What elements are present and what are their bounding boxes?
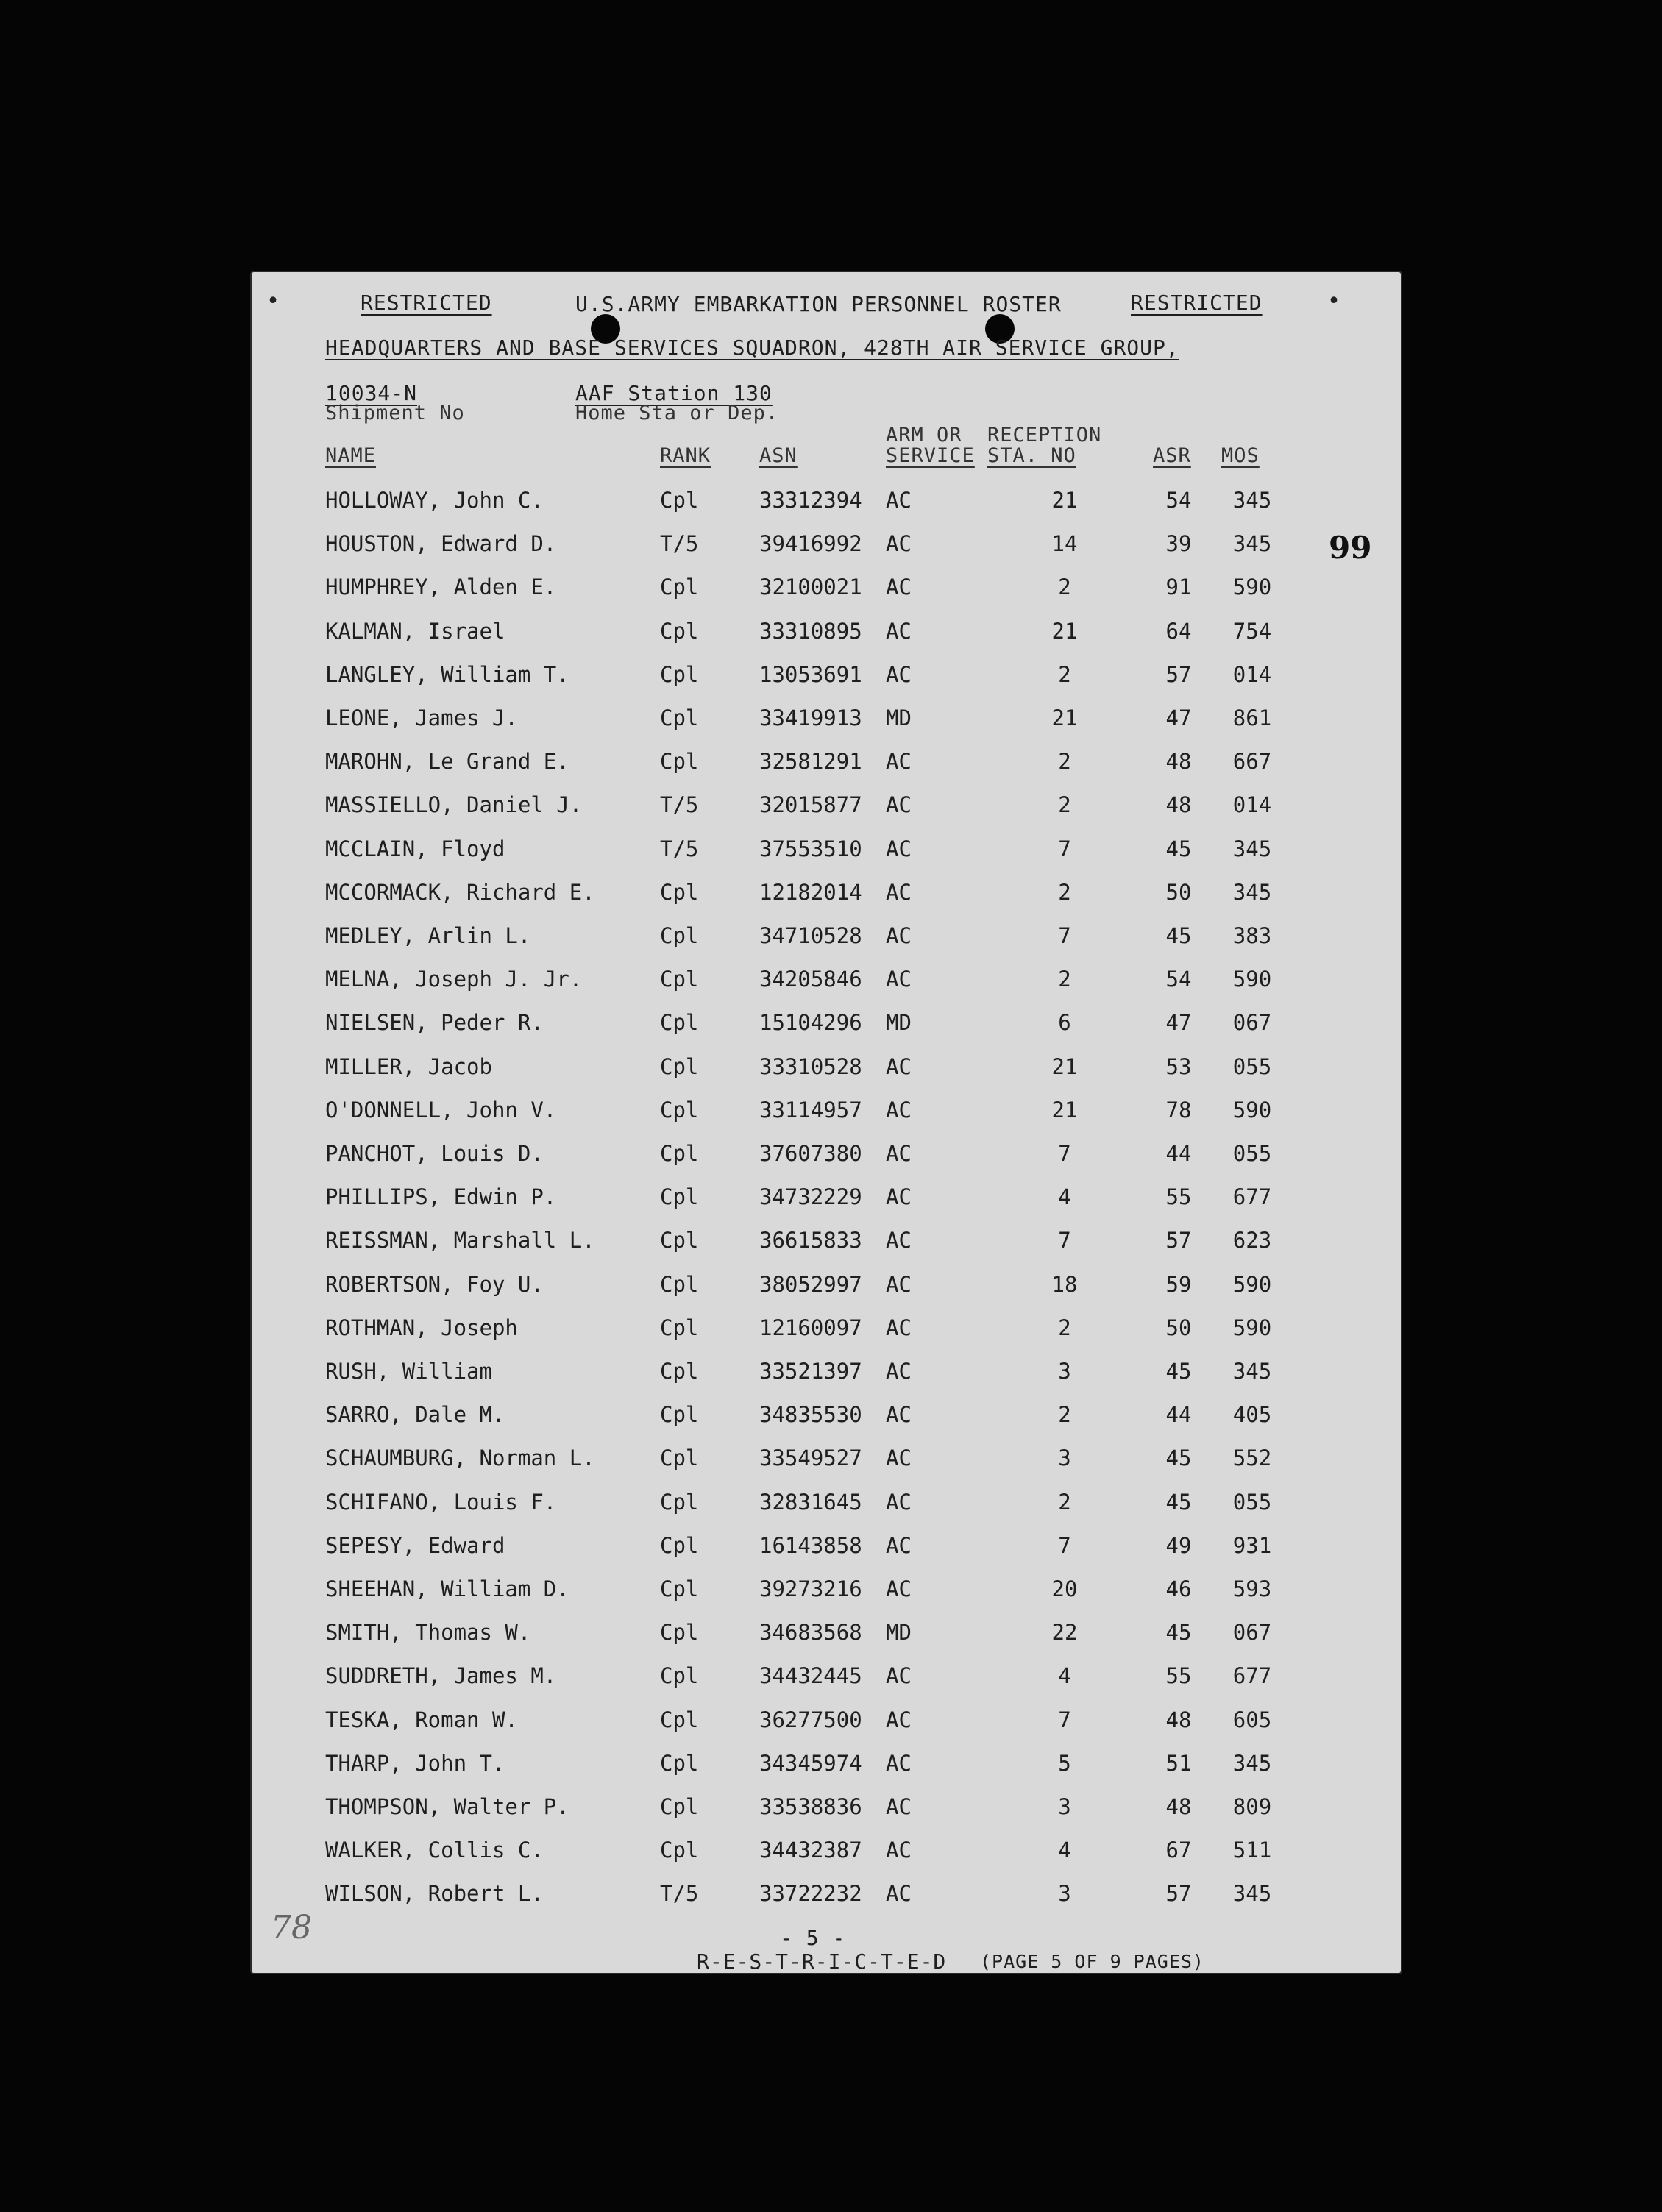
soldier-arm-service: AC — [886, 1707, 912, 1732]
soldier-name: ROBERTSON, Foy U. — [325, 1271, 544, 1297]
table-row — [252, 1751, 1401, 1788]
soldier-arm-service: AC — [886, 792, 912, 818]
soldier-name: SEPESY, Edward — [325, 1532, 505, 1558]
soldier-reception-station: 22 — [1051, 1620, 1078, 1646]
soldier-mos: 809 — [1232, 1794, 1272, 1819]
soldier-mos: 014 — [1232, 792, 1272, 818]
soldier-arm-service: AC — [886, 1489, 912, 1515]
page-number-stamp: 99 — [1329, 530, 1372, 566]
soldier-reception-station: 20 — [1051, 1576, 1078, 1601]
soldier-arm-service: AC — [886, 879, 912, 905]
soldier-asr: 44 — [1165, 1141, 1192, 1166]
soldier-rank: Cpl — [660, 1489, 699, 1515]
soldier-asn: 12182014 — [759, 879, 862, 905]
soldier-asr: 45 — [1165, 836, 1192, 861]
soldier-asr: 59 — [1165, 1271, 1192, 1297]
soldier-rank: Cpl — [660, 661, 699, 687]
column-header-sta-no: STA. NO — [987, 444, 1076, 467]
soldier-asr: 44 — [1165, 1402, 1192, 1428]
soldier-name: RUSH, William — [325, 1359, 492, 1384]
soldier-asn: 33722232 — [759, 1881, 862, 1907]
soldier-asr: 45 — [1165, 923, 1192, 948]
soldier-arm-service: AC — [886, 1359, 912, 1384]
soldier-arm-service: AC — [886, 1097, 912, 1123]
soldier-rank: Cpl — [660, 1402, 699, 1428]
soldier-rank: Cpl — [660, 967, 699, 992]
soldier-asr: 48 — [1165, 792, 1192, 818]
soldier-rank: Cpl — [660, 1532, 699, 1558]
soldier-arm-service: AC — [886, 1184, 912, 1210]
table-row — [252, 1054, 1401, 1091]
soldier-asn: 34683568 — [759, 1620, 862, 1646]
soldier-rank: Cpl — [660, 1010, 699, 1036]
soldier-rank: T/5 — [660, 792, 699, 818]
soldier-asr: 48 — [1165, 1707, 1192, 1732]
column-header-service: SERVICE — [886, 444, 975, 467]
soldier-asn: 33549527 — [759, 1445, 862, 1471]
soldier-rank: Cpl — [660, 879, 699, 905]
soldier-mos: 623 — [1232, 1228, 1272, 1253]
column-header-rank: RANK — [660, 444, 711, 467]
table-row — [252, 1359, 1401, 1395]
soldier-name: ROTHMAN, Joseph — [325, 1315, 518, 1340]
soldier-mos: 552 — [1232, 1445, 1272, 1471]
table-row — [252, 1663, 1401, 1700]
soldier-reception-station: 3 — [1058, 1359, 1071, 1384]
soldier-asn: 34732229 — [759, 1184, 862, 1210]
soldier-mos: 345 — [1232, 531, 1272, 557]
soldier-reception-station: 3 — [1058, 1881, 1071, 1907]
soldier-reception-station: 21 — [1051, 618, 1078, 644]
soldier-name: SCHAUMBURG, Norman L. — [325, 1445, 595, 1471]
soldier-arm-service: MD — [886, 1010, 912, 1036]
table-row — [252, 1228, 1401, 1265]
soldier-rank: Cpl — [660, 749, 699, 775]
soldier-mos: 055 — [1232, 1053, 1272, 1079]
soldier-rank: Cpl — [660, 923, 699, 948]
soldier-rank: Cpl — [660, 1141, 699, 1166]
soldier-mos: 931 — [1232, 1532, 1272, 1558]
soldier-reception-station: 21 — [1051, 488, 1078, 513]
soldier-arm-service: AC — [886, 967, 912, 992]
soldier-rank: Cpl — [660, 1359, 699, 1384]
table-row — [252, 1272, 1401, 1309]
soldier-asr: 53 — [1165, 1053, 1192, 1079]
soldier-asn: 16143858 — [759, 1532, 862, 1558]
table-row — [252, 575, 1401, 611]
soldier-asn: 36615833 — [759, 1228, 862, 1253]
table-row — [252, 1576, 1401, 1613]
home-station: AAF Station 130 — [575, 381, 773, 405]
soldier-asr: 48 — [1165, 749, 1192, 775]
soldier-mos: 590 — [1232, 1315, 1272, 1340]
soldier-asr: 45 — [1165, 1489, 1192, 1515]
table-row — [252, 1490, 1401, 1526]
soldier-name: HOUSTON, Edward D. — [325, 531, 557, 557]
home-station-label: Home Sta or Dep. — [575, 402, 779, 424]
soldier-asn: 32831645 — [759, 1489, 862, 1515]
soldier-arm-service: AC — [886, 836, 912, 861]
soldier-arm-service: AC — [886, 618, 912, 644]
table-row — [252, 1707, 1401, 1744]
margin-mark: • — [266, 288, 280, 314]
soldier-rank: T/5 — [660, 1881, 699, 1907]
table-row — [252, 662, 1401, 699]
soldier-asr: 51 — [1165, 1750, 1192, 1776]
soldier-mos: 405 — [1232, 1402, 1272, 1428]
soldier-asr: 48 — [1165, 1794, 1192, 1819]
soldier-arm-service: AC — [886, 923, 912, 948]
soldier-mos: 754 — [1232, 618, 1272, 644]
soldier-rank: Cpl — [660, 1184, 699, 1210]
soldier-reception-station: 4 — [1058, 1663, 1071, 1689]
column-header-asn: ASN — [759, 444, 798, 467]
soldier-name: KALMAN, Israel — [325, 618, 505, 644]
table-row — [252, 1881, 1401, 1918]
soldier-mos: 055 — [1232, 1141, 1272, 1166]
soldier-mos: 067 — [1232, 1010, 1272, 1036]
soldier-reception-station: 3 — [1058, 1445, 1071, 1471]
soldier-rank: Cpl — [660, 1053, 699, 1079]
soldier-asn: 34432387 — [759, 1838, 862, 1863]
table-row — [252, 1533, 1401, 1570]
table-row — [252, 1402, 1401, 1439]
soldier-asn: 15104296 — [759, 1010, 862, 1036]
soldier-asn: 34710528 — [759, 923, 862, 948]
soldier-rank: Cpl — [660, 618, 699, 644]
soldier-reception-station: 21 — [1051, 1053, 1078, 1079]
restricted-right-label: RESTRICTED — [1131, 291, 1263, 315]
soldier-name: THOMPSON, Walter P. — [325, 1794, 569, 1819]
soldier-mos: 667 — [1232, 749, 1272, 775]
table-row — [252, 1620, 1401, 1657]
soldier-arm-service: AC — [886, 1445, 912, 1471]
soldier-reception-station: 2 — [1058, 1489, 1071, 1515]
soldier-asn: 33114957 — [759, 1097, 862, 1123]
table-row — [252, 923, 1401, 960]
soldier-rank: Cpl — [660, 1663, 699, 1689]
soldier-name: MEDLEY, Arlin L. — [325, 923, 531, 948]
soldier-asn: 32100021 — [759, 575, 862, 600]
column-header-mos: MOS — [1221, 444, 1260, 467]
soldier-rank: Cpl — [660, 1228, 699, 1253]
soldier-asn: 34432445 — [759, 1663, 862, 1689]
soldier-asn: 13053691 — [759, 661, 862, 687]
soldier-arm-service: AC — [886, 749, 912, 775]
soldier-arm-service: AC — [886, 1838, 912, 1863]
soldier-name: PANCHOT, Louis D. — [325, 1141, 544, 1166]
soldier-mos: 605 — [1232, 1707, 1272, 1732]
soldier-name: MAROHN, Le Grand E. — [325, 749, 569, 775]
soldier-reception-station: 4 — [1058, 1184, 1071, 1210]
soldier-asr: 50 — [1165, 1315, 1192, 1340]
table-row — [252, 531, 1401, 568]
soldier-asr: 45 — [1165, 1620, 1192, 1646]
soldier-reception-station: 2 — [1058, 967, 1071, 992]
soldier-rank: T/5 — [660, 531, 699, 557]
soldier-asn: 34345974 — [759, 1750, 862, 1776]
soldier-asn: 37553510 — [759, 836, 862, 861]
soldier-asr: 55 — [1165, 1663, 1192, 1689]
soldier-arm-service: AC — [886, 1402, 912, 1428]
soldier-arm-service: AC — [886, 1750, 912, 1776]
table-row — [252, 488, 1401, 524]
soldier-mos: 345 — [1232, 1750, 1272, 1776]
soldier-asr: 57 — [1165, 1228, 1192, 1253]
soldier-rank: Cpl — [660, 1271, 699, 1297]
roster-title: U.S.ARMY EMBARKATION PERSONNEL ROSTER — [575, 292, 1062, 316]
soldier-asr: 55 — [1165, 1184, 1192, 1210]
soldier-mos: 067 — [1232, 1620, 1272, 1646]
soldier-reception-station: 7 — [1058, 1532, 1071, 1558]
soldier-mos: 345 — [1232, 879, 1272, 905]
soldier-name: REISSMAN, Marshall L. — [325, 1228, 595, 1253]
soldier-arm-service: AC — [886, 1532, 912, 1558]
soldier-name: MELNA, Joseph J. Jr. — [325, 967, 583, 992]
soldier-asr: 47 — [1165, 705, 1192, 730]
table-row — [252, 967, 1401, 1003]
soldier-name: MILLER, Jacob — [325, 1053, 492, 1079]
table-row — [252, 792, 1401, 829]
soldier-reception-station: 2 — [1058, 879, 1071, 905]
soldier-reception-station: 7 — [1058, 836, 1071, 861]
soldier-reception-station: 7 — [1058, 1228, 1071, 1253]
table-row — [252, 705, 1401, 742]
soldier-asr: 45 — [1165, 1445, 1192, 1471]
soldier-asn: 38052997 — [759, 1271, 862, 1297]
soldier-asn: 33538836 — [759, 1794, 862, 1819]
soldier-name: WALKER, Collis C. — [325, 1838, 544, 1863]
column-header-arm: ARM OR — [886, 424, 962, 447]
soldier-asr: 67 — [1165, 1838, 1192, 1863]
soldier-arm-service: AC — [886, 661, 912, 687]
soldier-mos: 677 — [1232, 1663, 1272, 1689]
soldier-mos: 345 — [1232, 836, 1272, 861]
soldier-mos: 345 — [1232, 1359, 1272, 1384]
soldier-name: SCHIFANO, Louis F. — [325, 1489, 557, 1515]
soldier-mos: 345 — [1232, 488, 1272, 513]
table-row — [252, 1010, 1401, 1047]
soldier-name: SARRO, Dale M. — [325, 1402, 505, 1428]
soldier-mos: 861 — [1232, 705, 1272, 730]
soldier-asn: 39273216 — [759, 1576, 862, 1601]
soldier-name: HUMPHREY, Alden E. — [325, 575, 557, 600]
soldier-mos: 677 — [1232, 1184, 1272, 1210]
table-row — [252, 1141, 1401, 1178]
soldier-mos: 055 — [1232, 1489, 1272, 1515]
soldier-asn: 33419913 — [759, 705, 862, 730]
page-marker: - 5 - — [780, 1926, 846, 1950]
unit-heading: HEADQUARTERS AND BASE SERVICES SQUADRON, 428TH AIR SERVICE GROUP, — [325, 335, 1179, 360]
footer-restricted: R-E-S-T-R-I-C-T-E-D — [697, 1949, 947, 1974]
soldier-rank: Cpl — [660, 488, 699, 513]
soldier-name: LANGLEY, William T. — [325, 661, 569, 687]
table-row — [252, 619, 1401, 655]
table-row — [252, 1838, 1401, 1874]
table-row — [252, 749, 1401, 786]
soldier-arm-service: AC — [886, 1663, 912, 1689]
soldier-asn: 34205846 — [759, 967, 862, 992]
soldier-asn: 33310895 — [759, 618, 862, 644]
soldier-reception-station: 21 — [1051, 1097, 1078, 1123]
soldier-asr: 57 — [1165, 661, 1192, 687]
soldier-asr: 45 — [1165, 1359, 1192, 1384]
soldier-asn: 12160097 — [759, 1315, 862, 1340]
soldier-asr: 54 — [1165, 488, 1192, 513]
soldier-mos: 383 — [1232, 923, 1272, 948]
soldier-name: O'DONNELL, John V. — [325, 1097, 557, 1123]
soldier-name: WILSON, Robert L. — [325, 1881, 544, 1907]
soldier-name: LEONE, James J. — [325, 705, 518, 730]
table-row — [252, 1794, 1401, 1831]
table-row — [252, 1445, 1401, 1482]
soldier-reception-station: 2 — [1058, 749, 1071, 775]
soldier-mos: 590 — [1232, 1271, 1272, 1297]
soldier-mos: 590 — [1232, 575, 1272, 600]
soldier-arm-service: AC — [886, 1271, 912, 1297]
soldier-mos: 511 — [1232, 1838, 1272, 1863]
shipment-number: 10034-N — [325, 381, 418, 405]
footer-page-count: (PAGE 5 OF 9 PAGES) — [980, 1951, 1204, 1972]
soldier-name: MCCLAIN, Floyd — [325, 836, 505, 861]
soldier-asn: 33521397 — [759, 1359, 862, 1384]
soldier-reception-station: 2 — [1058, 575, 1071, 600]
table-row — [252, 1184, 1401, 1221]
soldier-asr: 39 — [1165, 531, 1192, 557]
handwritten-margin-note: 78 — [271, 1909, 312, 1946]
soldier-rank: Cpl — [660, 705, 699, 730]
soldier-rank: Cpl — [660, 575, 699, 600]
soldier-name: SMITH, Thomas W. — [325, 1620, 531, 1646]
soldier-asr: 91 — [1165, 575, 1192, 600]
soldier-rank: Cpl — [660, 1750, 699, 1776]
column-header-name: NAME — [325, 444, 377, 467]
soldier-rank: Cpl — [660, 1445, 699, 1471]
soldier-rank: Cpl — [660, 1620, 699, 1646]
soldier-arm-service: AC — [886, 1576, 912, 1601]
soldier-name: SUDDRETH, James M. — [325, 1663, 557, 1689]
soldier-rank: Cpl — [660, 1838, 699, 1863]
soldier-reception-station: 6 — [1058, 1010, 1071, 1036]
soldier-arm-service: AC — [886, 1141, 912, 1166]
soldier-arm-service: AC — [886, 531, 912, 557]
column-header-asr: ASR — [1153, 444, 1191, 467]
margin-mark: • — [1327, 288, 1341, 314]
soldier-asn: 39416992 — [759, 531, 862, 557]
soldier-mos: 593 — [1232, 1576, 1272, 1601]
soldier-reception-station: 3 — [1058, 1794, 1071, 1819]
soldier-name: TESKA, Roman W. — [325, 1707, 518, 1732]
restricted-left-label: RESTRICTED — [361, 291, 492, 315]
table-row — [252, 1098, 1401, 1134]
soldier-asn: 32015877 — [759, 792, 862, 818]
soldier-reception-station: 7 — [1058, 1707, 1071, 1732]
soldier-asn: 34835530 — [759, 1402, 862, 1428]
soldier-arm-service: MD — [886, 1620, 912, 1646]
soldier-reception-station: 2 — [1058, 792, 1071, 818]
soldier-reception-station: 14 — [1051, 531, 1078, 557]
soldier-asr: 54 — [1165, 967, 1192, 992]
soldier-name: THARP, John T. — [325, 1750, 505, 1776]
shipment-label: Shipment No — [325, 402, 465, 424]
soldier-asn: 36277500 — [759, 1707, 862, 1732]
soldier-name: NIELSEN, Peder R. — [325, 1010, 544, 1036]
soldier-rank: Cpl — [660, 1707, 699, 1732]
soldier-rank: Cpl — [660, 1794, 699, 1819]
soldier-asr: 57 — [1165, 1881, 1192, 1907]
soldier-reception-station: 5 — [1058, 1750, 1071, 1776]
soldier-mos: 590 — [1232, 1097, 1272, 1123]
soldier-arm-service: AC — [886, 1315, 912, 1340]
soldier-asr: 49 — [1165, 1532, 1192, 1558]
soldier-rank: Cpl — [660, 1097, 699, 1123]
soldier-mos: 590 — [1232, 967, 1272, 992]
soldier-arm-service: AC — [886, 1794, 912, 1819]
soldier-rank: Cpl — [660, 1576, 699, 1601]
soldier-arm-service: AC — [886, 1228, 912, 1253]
soldier-arm-service: AC — [886, 1881, 912, 1907]
soldier-reception-station: 2 — [1058, 1315, 1071, 1340]
soldier-name: MASSIELLO, Daniel J. — [325, 792, 583, 818]
soldier-reception-station: 2 — [1058, 1402, 1071, 1428]
soldier-reception-station: 2 — [1058, 661, 1071, 687]
soldier-asn: 33310528 — [759, 1053, 862, 1079]
soldier-asr: 78 — [1165, 1097, 1192, 1123]
table-row — [252, 1315, 1401, 1352]
soldier-rank: T/5 — [660, 836, 699, 861]
table-row — [252, 880, 1401, 917]
soldier-asn: 37607380 — [759, 1141, 862, 1166]
column-header-reception: RECEPTION — [987, 424, 1102, 447]
soldier-reception-station: 21 — [1051, 705, 1078, 730]
soldier-asn: 32581291 — [759, 749, 862, 775]
soldier-asr: 46 — [1165, 1576, 1192, 1601]
soldier-name: MCCORMACK, Richard E. — [325, 879, 595, 905]
soldier-name: HOLLOWAY, John C. — [325, 488, 544, 513]
roster-page — [252, 272, 1401, 1973]
soldier-asn: 33312394 — [759, 488, 862, 513]
soldier-reception-station: 7 — [1058, 1141, 1071, 1166]
soldier-mos: 014 — [1232, 661, 1272, 687]
soldier-asr: 47 — [1165, 1010, 1192, 1036]
soldier-arm-service: AC — [886, 488, 912, 513]
soldier-rank: Cpl — [660, 1315, 699, 1340]
soldier-arm-service: MD — [886, 705, 912, 730]
soldier-reception-station: 7 — [1058, 923, 1071, 948]
soldier-asr: 64 — [1165, 618, 1192, 644]
soldier-arm-service: AC — [886, 575, 912, 600]
soldier-reception-station: 18 — [1051, 1271, 1078, 1297]
soldier-asr: 50 — [1165, 879, 1192, 905]
soldier-arm-service: AC — [886, 1053, 912, 1079]
soldier-name: PHILLIPS, Edwin P. — [325, 1184, 557, 1210]
soldier-name: SHEEHAN, William D. — [325, 1576, 569, 1601]
table-row — [252, 836, 1401, 873]
soldier-mos: 345 — [1232, 1881, 1272, 1907]
soldier-reception-station: 4 — [1058, 1838, 1071, 1863]
